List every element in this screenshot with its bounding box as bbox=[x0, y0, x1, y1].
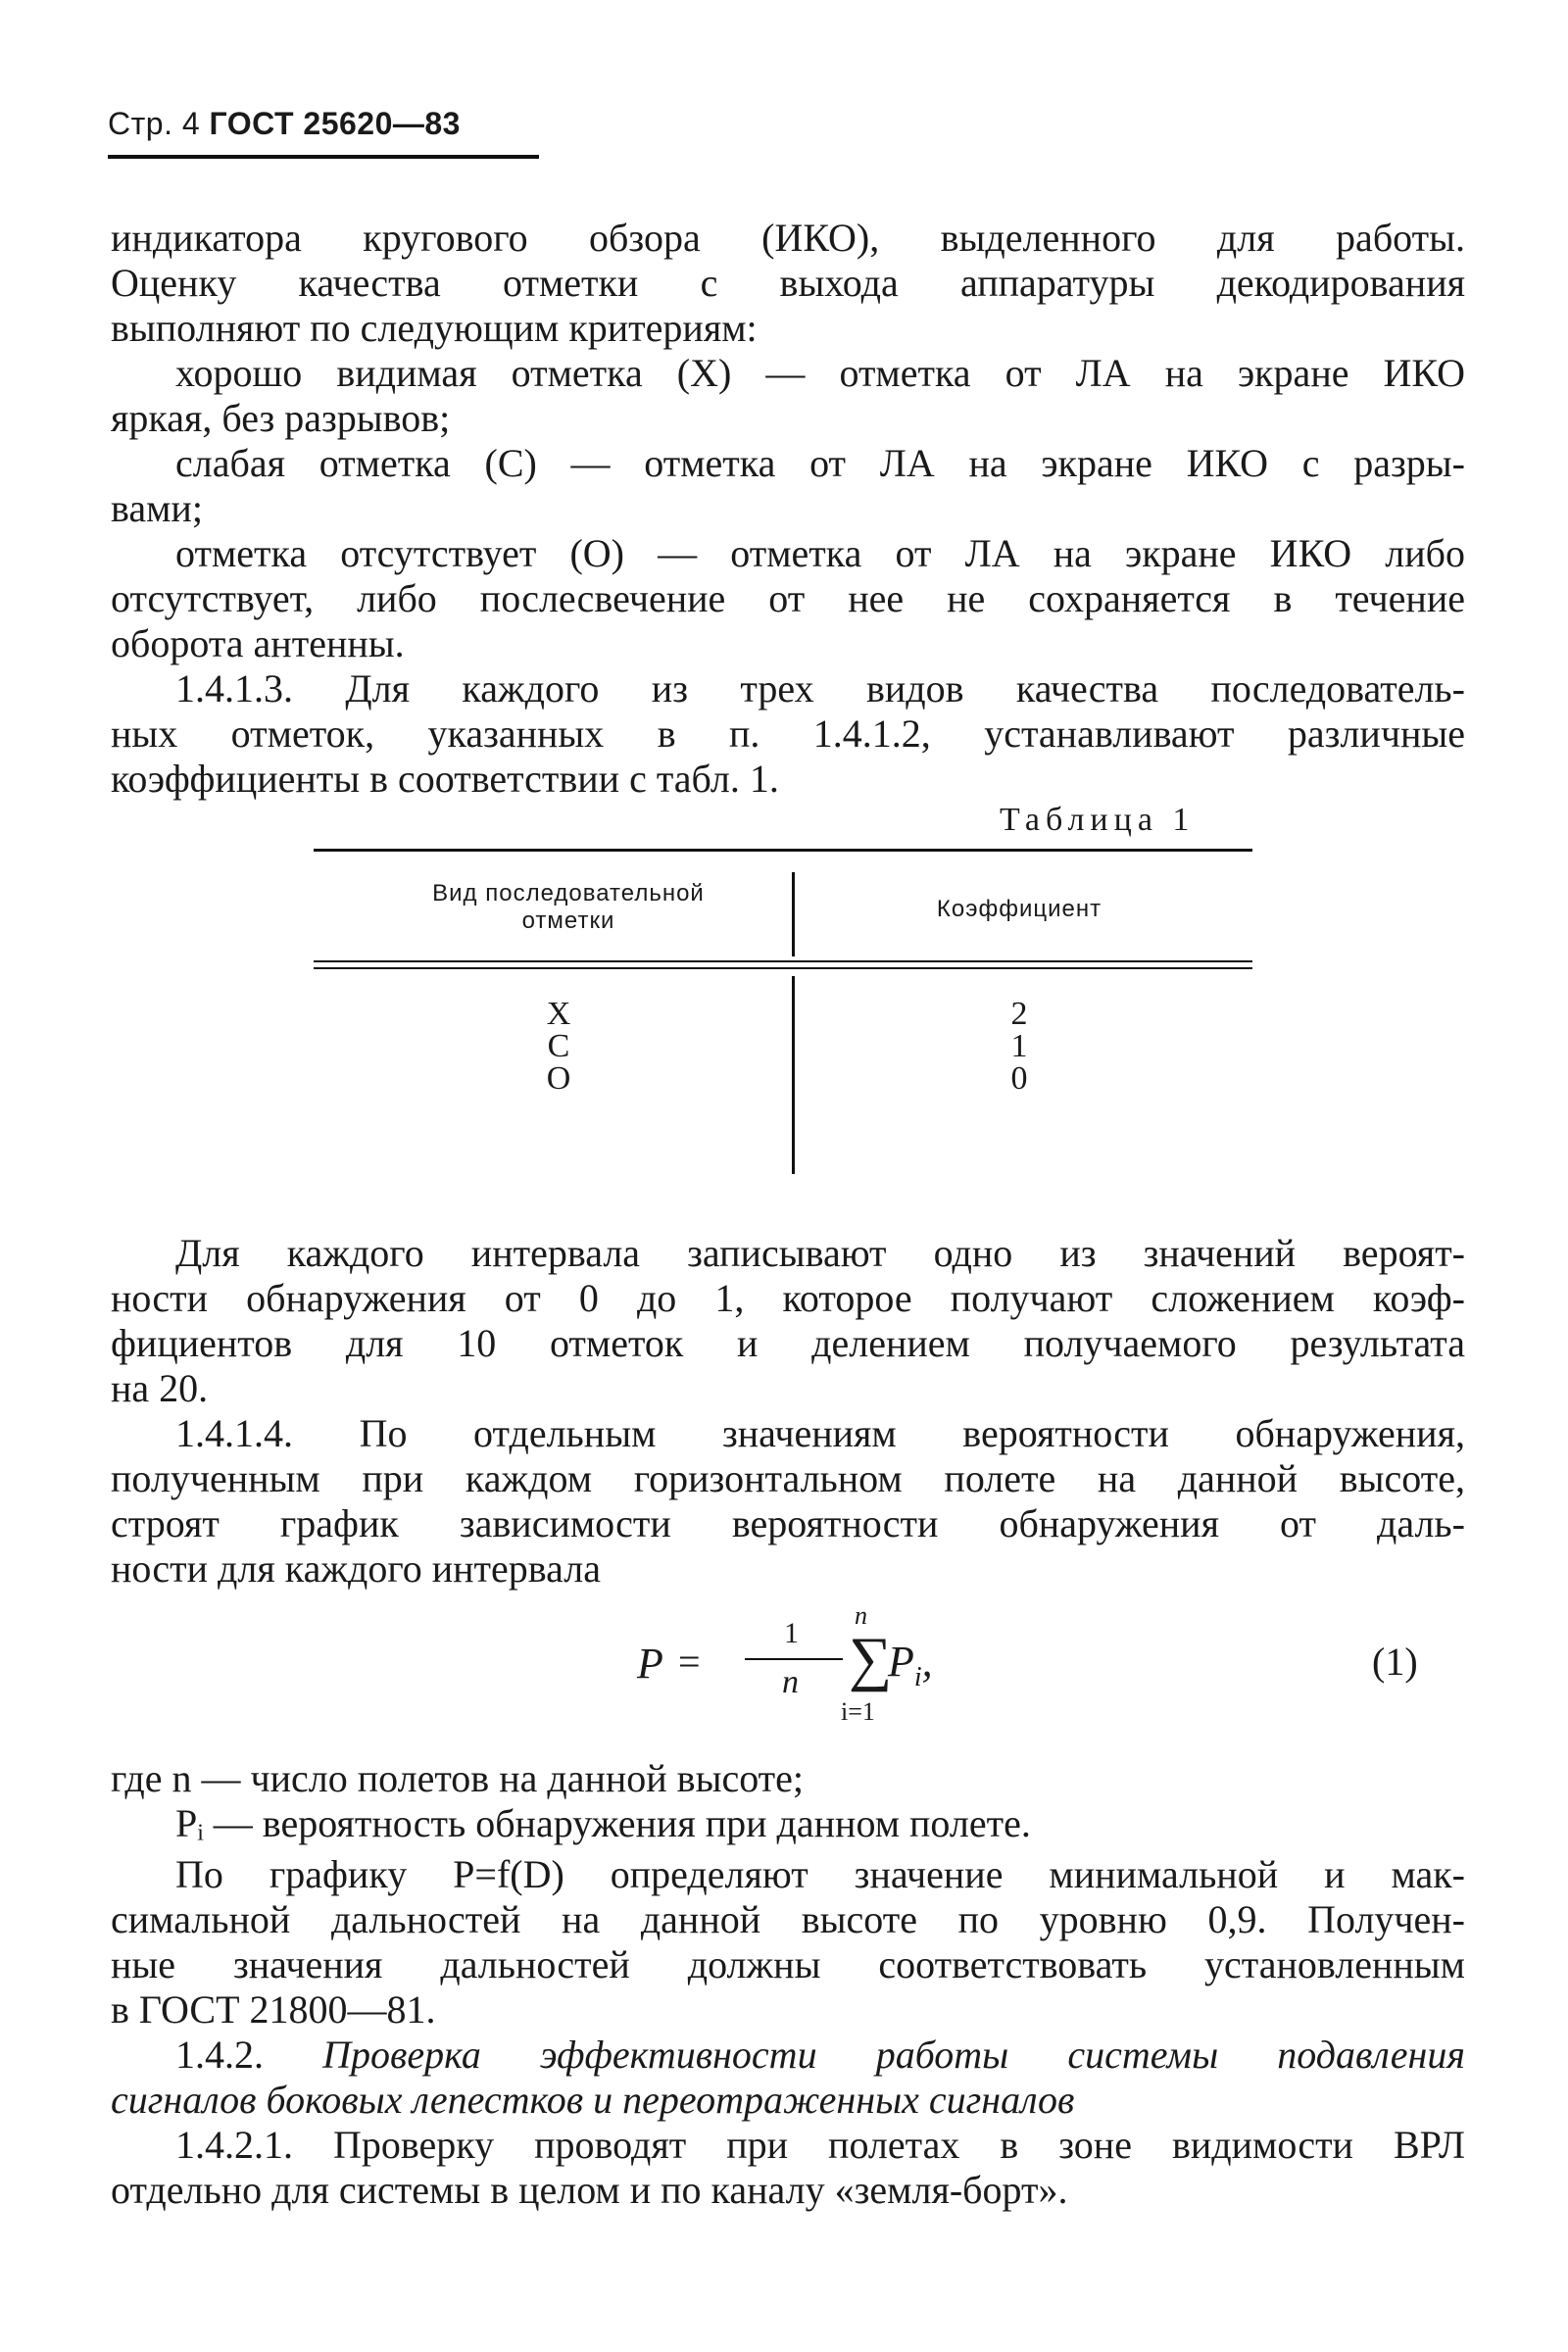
text-line: отсутствует, либо послесвечение от нее не сохраняется в течение bbox=[111, 576, 1465, 620]
term-base: P bbox=[888, 1638, 914, 1686]
table-row-mark: О bbox=[546, 1060, 571, 1097]
section-1-4-2 bbox=[111, 2033, 1465, 2123]
table-row-coef: 2 bbox=[1010, 996, 1028, 1032]
text-line: строят график зависимости вероятности обнаружения от даль- bbox=[111, 1501, 1465, 1545]
text-line: По графику P=f(D) определяют значение минимальной и мак- bbox=[175, 1852, 1465, 1896]
table-header-rule bbox=[314, 960, 1252, 962]
text-line: хорошо видимая отметка (Х) — отметка от ЛА на экране ИКО bbox=[175, 351, 1465, 395]
text-line: в ГОСТ 21800—81. bbox=[111, 1987, 436, 2032]
paragraph-1-4-2-1 bbox=[111, 2123, 1465, 2213]
table-header-rule bbox=[314, 967, 1252, 969]
formula-equals: = bbox=[678, 1640, 701, 1684]
formula-legend bbox=[111, 1756, 1465, 1846]
text-line: ности для каждого интервала bbox=[111, 1546, 601, 1591]
text-line: индикатора кругового обзора (ИКО), выделенного для работы. bbox=[111, 216, 1465, 260]
term-comma: , bbox=[921, 1638, 933, 1686]
table-top-rule bbox=[314, 849, 1252, 852]
term-subscript: i bbox=[913, 1661, 922, 1692]
table-column-divider bbox=[792, 872, 795, 956]
header-line: отметки bbox=[521, 907, 615, 934]
text-line: слабая отметка (С) — отметка от ЛА на экране ИКО с разры- bbox=[175, 441, 1465, 485]
table-row-mark: С bbox=[547, 1028, 570, 1064]
text-line: на 20. bbox=[111, 1366, 209, 1410]
table-row-mark: Х bbox=[546, 996, 571, 1032]
section-number: 1.4.2. bbox=[175, 2033, 323, 2077]
text-line: отдельно для системы в целом и по каналу «земля-борт». bbox=[111, 2168, 1068, 2212]
legend-n: где n — число полетов на данной высоте; bbox=[111, 1756, 805, 1800]
text-line: вами; bbox=[111, 486, 203, 530]
text-line: Для каждого интервала записывают одно из значений вероят- bbox=[175, 1231, 1465, 1275]
sum-lower-limit: i=1 bbox=[841, 1697, 875, 1726]
text-line: выполняют по следующим критериям: bbox=[111, 306, 758, 350]
table-row-coef: 1 bbox=[1010, 1028, 1028, 1064]
section-title-line: сигналов боковых лепестков и переотраженных сигналов bbox=[111, 2078, 1075, 2122]
header-line: Вид последовательной bbox=[432, 880, 705, 906]
formula-term bbox=[888, 1637, 933, 1693]
formula-denominator: n bbox=[782, 1664, 799, 1700]
text-line: оборота антенны. bbox=[111, 621, 405, 665]
standard-number: ГОСТ 25620—83 bbox=[209, 106, 461, 141]
sum-symbol: ∑ bbox=[849, 1626, 893, 1692]
page-number: Стр. 4 bbox=[108, 106, 210, 141]
text-line: ности обнаружения от 0 до 1, которое получают сложением коэф- bbox=[111, 1276, 1465, 1320]
table-caption: Таблица 1 bbox=[1000, 802, 1196, 838]
text-line: ные значения дальностей должны соответствовать установленным bbox=[111, 1942, 1465, 1986]
paragraph-ikp bbox=[111, 216, 1465, 351]
header-rule bbox=[108, 155, 539, 159]
formula-1 bbox=[627, 1601, 1470, 1735]
text-line: ных отметок, указанных в п. 1.4.1.2, устанавливают различные bbox=[111, 711, 1465, 756]
paragraph-1-4-1-3 bbox=[111, 666, 1465, 802]
page-header bbox=[108, 106, 539, 142]
paragraph-1-4-1-4 bbox=[111, 1411, 1465, 1592]
formula-numerator: 1 bbox=[784, 1617, 799, 1649]
table-header-coef: Коэффициент bbox=[936, 896, 1102, 922]
text-line: симальной дальностей на данной высоте по уровню 0,9. Получен- bbox=[111, 1897, 1465, 1941]
fraction-bar bbox=[745, 1658, 843, 1660]
table-header-mark bbox=[392, 880, 745, 935]
section-title: Проверка эффективности работы системы подавления bbox=[322, 2033, 1465, 2077]
text-line: яркая, без разрывов; bbox=[111, 396, 451, 440]
text-line: коэффициенты в соответствии с табл. 1. bbox=[111, 757, 779, 801]
text-line: 1.4.1.4. По отдельным значениям вероятности обнаружения, bbox=[175, 1411, 1465, 1455]
criterion-weak bbox=[111, 441, 1465, 531]
table-column-divider bbox=[792, 976, 795, 1174]
text-line: Оценку качества отметки с выхода аппаратуры декодирования bbox=[111, 261, 1465, 305]
criterion-good bbox=[111, 351, 1465, 441]
text-line: 1.4.2.1. Проверку проводят при полетах в зоне видимости ВРЛ bbox=[175, 2123, 1465, 2167]
text-line: полученным при каждом горизонтальном полете на данной высоте, bbox=[111, 1456, 1465, 1500]
paragraph-graph bbox=[111, 1852, 1465, 2033]
legend-pi: Pᵢ — вероятность обнаружения при данном полете. bbox=[175, 1801, 1031, 1845]
text-line bbox=[111, 2033, 1465, 2078]
text-line: 1.4.1.3. Для каждого из трех видов качества последователь- bbox=[175, 666, 1465, 710]
text-line: фициентов для 10 отметок и делением получаемого результата bbox=[111, 1321, 1465, 1365]
text-line: отметка отсутствует (О) — отметка от ЛА на экране ИКО либо bbox=[175, 531, 1465, 575]
sum-upper-limit: n bbox=[855, 1601, 867, 1630]
formula-lhs: P bbox=[637, 1640, 663, 1688]
criterion-absent bbox=[111, 531, 1465, 666]
table-row-coef: 0 bbox=[1010, 1060, 1028, 1097]
paragraph-interval bbox=[111, 1231, 1465, 1411]
formula-number: (1) bbox=[1372, 1640, 1418, 1684]
